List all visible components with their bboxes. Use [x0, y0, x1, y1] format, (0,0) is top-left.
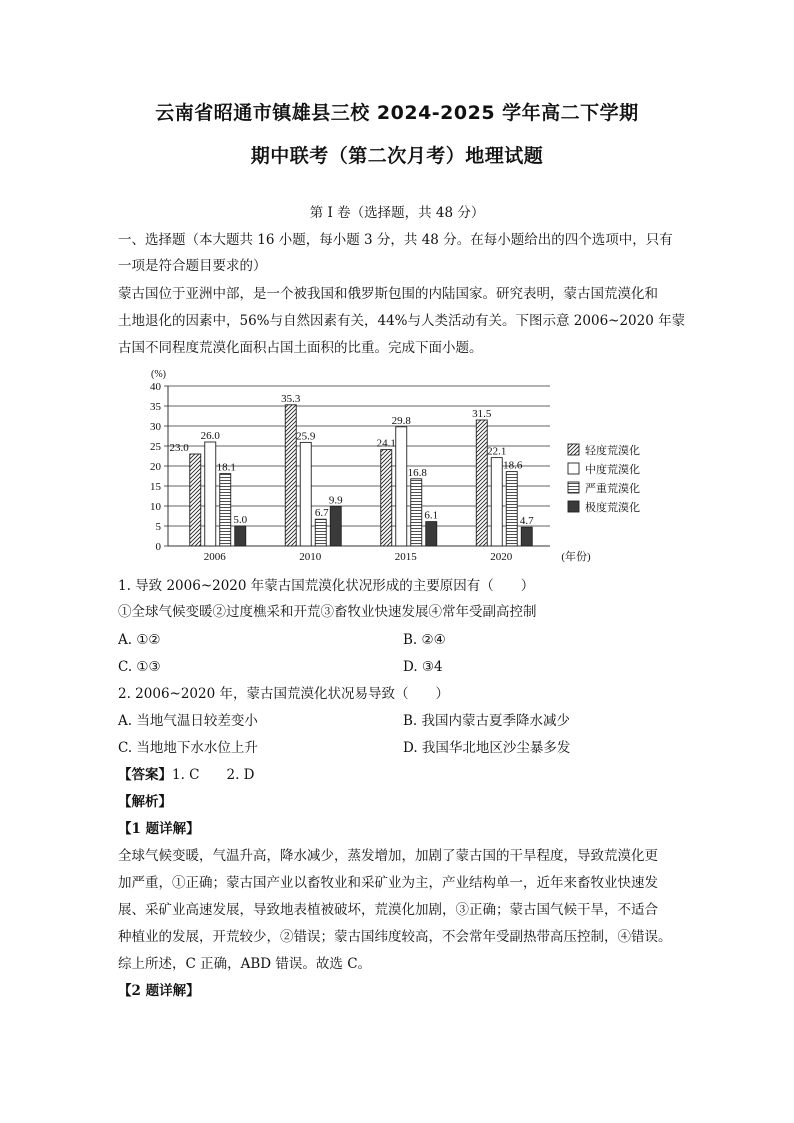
question-1-statements: ①全球气候变暖②过度樵采和开荒③畜牧业快速发展④常年受副高控制 [118, 604, 537, 620]
passage-line: 古国不同程度荒漠化面积占国土面积的比重。完成下面小题。 [118, 340, 483, 356]
x-tick-label: 2010 [299, 551, 322, 563]
y-tick-label: 20 [150, 461, 161, 473]
data-label: 18.6 [503, 459, 523, 472]
analysis-label: 【解析】 [118, 794, 172, 810]
q1-detail-line: 全球气候变暖，气温升高，降水减少，蒸发增加，加剧了蒙古国的干旱程度，导致荒漠化更 [118, 848, 658, 864]
bar [300, 442, 311, 546]
q1-detail-line: 种植业的发展，开荒较少，②错误；蒙古国纬度较高，不会常年受副热带高压控制，④错误。 [118, 929, 672, 945]
data-label: 31.5 [472, 408, 492, 420]
data-label: 6.7 [314, 507, 329, 520]
bar [426, 522, 437, 546]
bar [411, 479, 422, 546]
y-tick-label: 25 [150, 441, 161, 453]
legend-label: 轻度荒漠化 [585, 445, 640, 457]
data-label: 24.1 [376, 437, 396, 450]
q2-option-a[interactable]: A. 当地气温日较差变小 [118, 713, 258, 729]
bar [190, 454, 201, 546]
q2-option-b[interactable]: B. 我国内蒙古夏季降水减少 [403, 713, 571, 729]
bar [330, 506, 341, 546]
bar [396, 427, 407, 546]
bar [315, 519, 326, 546]
data-label: 26.0 [200, 430, 220, 442]
answer-line [118, 765, 255, 785]
legend-swatch [568, 501, 579, 512]
q1-detail-line: 展、采矿业高速发展，导致地表植被破坏，荒漠化加剧，③正确；蒙古国气候干旱，不适合 [118, 902, 658, 918]
question-2-stem: 2. 2006~2020 年，蒙古国荒漠化状况易导致（ ） [118, 686, 449, 702]
data-label: 6.1 [424, 509, 439, 522]
y-tick-label: 5 [155, 521, 161, 533]
data-label: 5.0 [233, 514, 248, 526]
legend-label: 严重荒漠化 [585, 483, 640, 495]
data-label: 29.8 [391, 414, 411, 427]
question-1-stem: 1. 导致 2006~2020 年蒙古国荒漠化状况形成的主要原因有（ ） [118, 578, 535, 594]
x-tick-label: 2015 [394, 551, 417, 563]
legend-swatch [568, 463, 579, 474]
q1-detail-line: 综上所述，C 正确，ABD 错误。故选 C。 [118, 956, 372, 972]
answer-label: 【答案】 [118, 767, 172, 783]
bar [521, 527, 532, 546]
answer-text: 1. C 2. D [172, 767, 255, 783]
bar [506, 472, 517, 546]
q1-option-d[interactable]: D. ③4 [403, 659, 443, 675]
x-tick-label: 2020 [490, 551, 513, 563]
y-tick-label: 35 [150, 401, 161, 413]
bar [381, 450, 392, 546]
q1-detail-label: 【1 题详解】 [118, 821, 200, 837]
data-label: 16.8 [407, 466, 427, 479]
y-tick-label: 40 [150, 381, 161, 393]
x-axis-label: (年份) [561, 551, 591, 563]
legend-swatch [568, 444, 579, 455]
data-label: 35.3 [281, 392, 301, 405]
x-tick-label: 2006 [203, 551, 226, 563]
data-label: 9.9 [328, 494, 343, 507]
doc-title-line1: 云南省昭通市镇雄县三校 2024-2025 学年高二下学期 [155, 102, 639, 124]
q1-option-b[interactable]: B. ②④ [403, 632, 446, 648]
bar [285, 405, 296, 546]
section-heading: 第 I 卷（选择题，共 48 分） [309, 205, 485, 221]
bar [220, 474, 231, 546]
y-tick-label: 30 [150, 421, 161, 433]
y-tick-label: 0 [155, 541, 161, 553]
data-label: 22.1 [487, 445, 507, 458]
data-label: 4.7 [519, 515, 534, 528]
bar [476, 420, 487, 546]
desertification-bar-chart [120, 365, 680, 565]
legend-label: 中度荒漠化 [585, 464, 640, 476]
instructions-line: 一、选择题（本大题共 16 小题，每小题 3 分，共 48 分。在每小题给出的四个选项中，只有 [118, 232, 673, 248]
legend-swatch [568, 482, 579, 493]
legend-label: 极度荒漠化 [585, 502, 640, 514]
data-label: 25.9 [296, 430, 316, 443]
passage-line: 土地退化的因素中，56%与自然因素有关，44%与人类活动有关。下图示意 2006~2020 年蒙 [118, 313, 686, 329]
q2-option-d[interactable]: D. 我国华北地区沙尘暴多发 [403, 740, 571, 756]
passage-line: 蒙古国位于亚洲中部，是一个被我国和俄罗斯包围的内陆国家。研究表明，蒙古国荒漠化和 [118, 286, 658, 302]
q1-option-a[interactable]: A. ①② [118, 632, 161, 648]
q2-detail-label: 【2 题详解】 [118, 983, 200, 999]
q1-option-c[interactable]: C. ①③ [118, 659, 161, 675]
y-axis-label: (%) [151, 369, 166, 380]
bar [491, 458, 502, 546]
instructions-line: 一项是符合题目要求的） [118, 258, 267, 274]
bar [205, 442, 216, 546]
bar [235, 526, 246, 546]
doc-title-line2: 期中联考（第二次月考）地理试题 [250, 145, 544, 167]
data-label: 18.1 [216, 461, 236, 474]
y-tick-label: 10 [150, 501, 161, 513]
y-tick-label: 15 [150, 481, 161, 493]
q2-option-c[interactable]: C. 当地地下水水位上升 [118, 740, 258, 756]
q1-detail-line: 加严重，①正确；蒙古国产业以畜牧业和采矿业为主，产业结构单一，近年来畜牧业快速发 [118, 875, 658, 891]
data-label: 23.0 [169, 442, 189, 454]
